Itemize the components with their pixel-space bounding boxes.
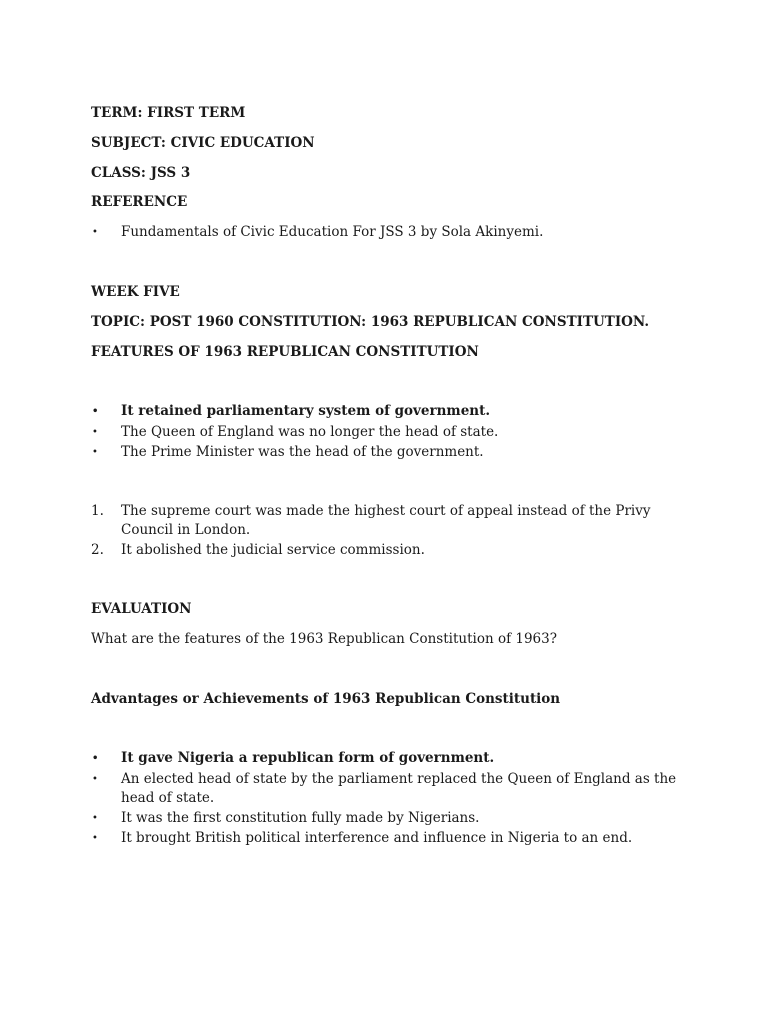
list-number: 1.: [91, 503, 104, 519]
advantage-text: It gave Nigeria a republican form of government.: [121, 750, 495, 766]
feature-bullet-text: It retained parliamentary system of government.: [121, 403, 491, 419]
feature-bullet-text: The Prime Minister was the head of the government.: [121, 444, 484, 460]
evaluation-question: What are the features of the 1963 Republican Constitution of 1963?: [91, 631, 557, 647]
list-number: 2.: [91, 542, 104, 558]
bullet-marker: •: [92, 406, 99, 417]
feature-numbered-text: It abolished the judicial service commission.: [121, 542, 425, 558]
bullet-marker: •: [92, 774, 98, 785]
bullet-marker: •: [92, 833, 98, 844]
evaluation-heading: EVALUATION: [91, 601, 192, 617]
bullet-marker: •: [92, 813, 98, 824]
feature-numbered-text: The supreme court was made the highest court of appeal instead of the Privy Council in London.: [121, 503, 651, 538]
topic-line: TOPIC: POST 1960 CONSTITUTION: 1963 REPUBLICAN CONSTITUTION.: [91, 314, 650, 330]
feature-bullet-text: The Queen of England was no longer the head of state.: [121, 424, 499, 440]
reference-item-text: Fundamentals of Civic Education For JSS 3 by Sola Akinyemi.: [121, 224, 544, 240]
advantage-text: An elected head of state by the parliament replaced the Queen of England as the head of state.: [121, 771, 677, 806]
bullet-marker: •: [92, 447, 98, 458]
class-line: CLASS: JSS 3: [91, 165, 191, 181]
reference-heading: REFERENCE: [91, 194, 188, 210]
bullet-marker: •: [92, 227, 98, 238]
term-line: TERM: FIRST TERM: [91, 105, 246, 121]
advantages-heading: Advantages or Achievements of 1963 Republican Constitution: [91, 691, 561, 707]
bullet-marker: •: [92, 753, 99, 764]
bullet-marker: •: [92, 427, 98, 438]
subject-line: SUBJECT: CIVIC EDUCATION: [91, 135, 315, 151]
week-line: WEEK FIVE: [91, 284, 180, 300]
advantage-text: It was the first constitution fully made by Nigerians.: [121, 810, 480, 826]
advantage-text: It brought British political interference and influence in Nigeria to an end.: [121, 830, 633, 846]
features-heading: FEATURES OF 1963 REPUBLICAN CONSTITUTION: [91, 344, 479, 360]
